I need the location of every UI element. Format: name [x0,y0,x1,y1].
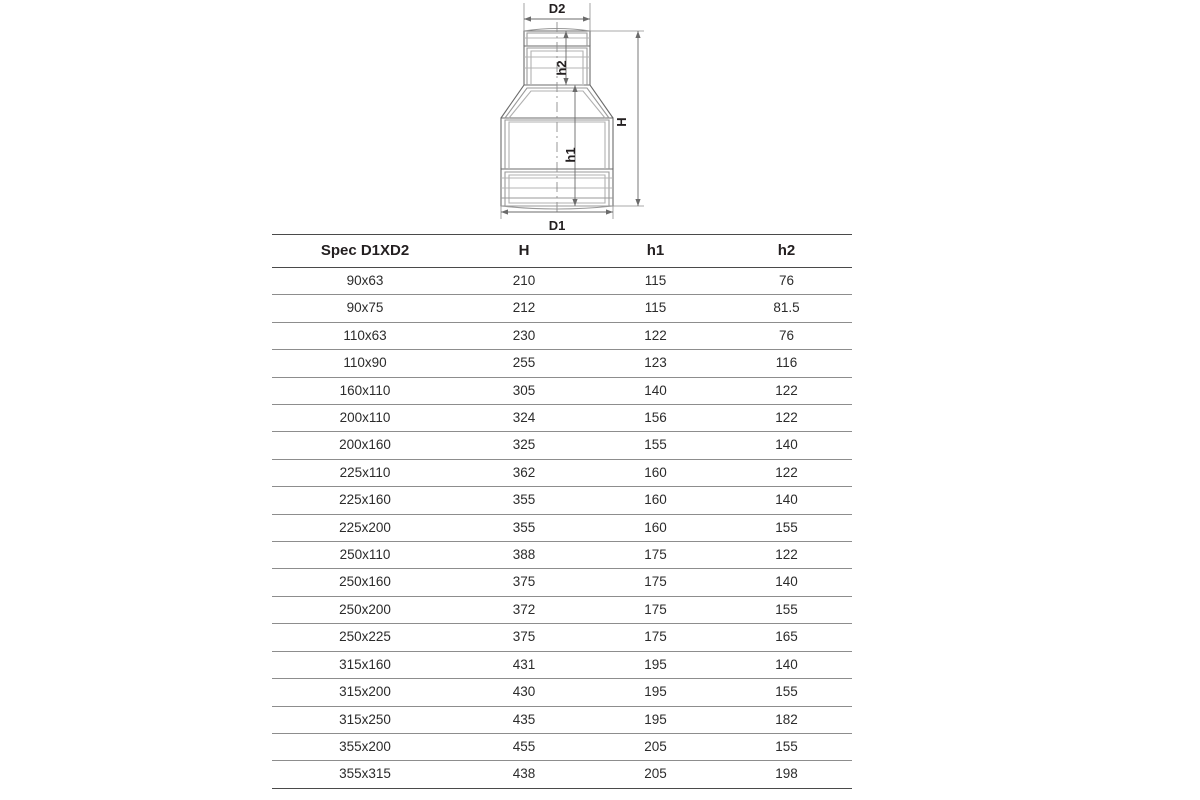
table-row [272,405,852,432]
table-cell: 115 [590,295,721,322]
table-cell: 155 [590,432,721,459]
dimension-label-h: H [614,117,629,127]
dimension-label-h2: h2 [554,60,569,76]
table-cell: 90x63 [272,268,458,295]
dimension-label-d1: D1 [548,218,566,232]
table-cell: 122 [721,459,852,486]
table-cell: 122 [721,405,852,432]
table-cell: 225x110 [272,459,458,486]
table-cell: 455 [458,733,590,760]
table-row [272,624,852,651]
table-cell: 160x110 [272,377,458,404]
table-cell: 355 [458,514,590,541]
table-cell: 195 [590,651,721,678]
table-cell: 230 [458,322,590,349]
table-row [272,268,852,295]
table-cell: 156 [590,405,721,432]
table-cell: 76 [721,322,852,349]
table-row [272,322,852,349]
table-cell: 155 [721,596,852,623]
table-cell: 375 [458,624,590,651]
table-row [272,487,852,514]
table-cell: 212 [458,295,590,322]
table-cell: 205 [590,733,721,760]
table-cell: 250x200 [272,596,458,623]
table-cell: 81.5 [721,295,852,322]
table-cell: 110x63 [272,322,458,349]
table-row [272,706,852,733]
table-cell: 372 [458,596,590,623]
table-cell: 205 [590,761,721,788]
column-header-h1: h1 [590,235,721,268]
table-cell: 122 [721,377,852,404]
table-header-row [272,235,852,268]
table-cell: 225x160 [272,487,458,514]
column-header-h2: h2 [721,235,852,268]
table-cell: 155 [721,733,852,760]
table-cell: 195 [590,679,721,706]
table-cell: 140 [721,651,852,678]
table-cell: 315x160 [272,651,458,678]
table-cell: 388 [458,542,590,569]
table-row [272,459,852,486]
table-row [272,295,852,322]
table-cell: 140 [590,377,721,404]
table-cell: 165 [721,624,852,651]
table-cell: 305 [458,377,590,404]
table-cell: 116 [721,350,852,377]
reducer-svg [0,0,1200,232]
dimension-label-d2: D2 [548,1,566,16]
table-row [272,350,852,377]
table-cell: 255 [458,350,590,377]
table-cell: 175 [590,569,721,596]
table-row [272,596,852,623]
table-cell: 362 [458,459,590,486]
table-cell: 250x160 [272,569,458,596]
table-row [272,377,852,404]
table-cell: 200x160 [272,432,458,459]
table-cell: 175 [590,596,721,623]
table-cell: 140 [721,487,852,514]
table-cell: 225x200 [272,514,458,541]
table-cell: 250x225 [272,624,458,651]
table-cell: 122 [721,542,852,569]
table-cell: 90x75 [272,295,458,322]
table-cell: 198 [721,761,852,788]
table-cell: 431 [458,651,590,678]
table-cell: 315x250 [272,706,458,733]
table-row [272,514,852,541]
table-body [272,268,852,789]
technical-drawing [0,0,1200,232]
table-cell: 438 [458,761,590,788]
table-cell: 182 [721,706,852,733]
table-cell: 210 [458,268,590,295]
table-cell: 123 [590,350,721,377]
table-cell: 140 [721,569,852,596]
table-cell: 430 [458,679,590,706]
table-row [272,733,852,760]
table-row [272,761,852,788]
column-header-spec: Spec D1XD2 [272,235,458,268]
dimension-label-h1: h1 [563,147,578,163]
table-cell: 315x200 [272,679,458,706]
table-cell: 355 [458,487,590,514]
table-cell: 122 [590,322,721,349]
table-row [272,569,852,596]
table-cell: 110x90 [272,350,458,377]
table-cell: 155 [721,679,852,706]
table-cell: 250x110 [272,542,458,569]
table-row [272,679,852,706]
table-cell: 155 [721,514,852,541]
table-cell: 76 [721,268,852,295]
table-row [272,651,852,678]
table-cell: 160 [590,487,721,514]
table-row [272,432,852,459]
table-cell: 140 [721,432,852,459]
table-cell: 325 [458,432,590,459]
table-cell: 160 [590,459,721,486]
table-cell: 324 [458,405,590,432]
spec-table-container [272,234,852,789]
table-cell: 375 [458,569,590,596]
spec-table [272,234,852,789]
table-cell: 200x110 [272,405,458,432]
table-cell: 115 [590,268,721,295]
table-cell: 175 [590,542,721,569]
table-cell: 175 [590,624,721,651]
table-cell: 355x315 [272,761,458,788]
table-cell: 195 [590,706,721,733]
column-header-h: H [458,235,590,268]
table-cell: 435 [458,706,590,733]
table-cell: 355x200 [272,733,458,760]
table-cell: 160 [590,514,721,541]
table-row [272,542,852,569]
